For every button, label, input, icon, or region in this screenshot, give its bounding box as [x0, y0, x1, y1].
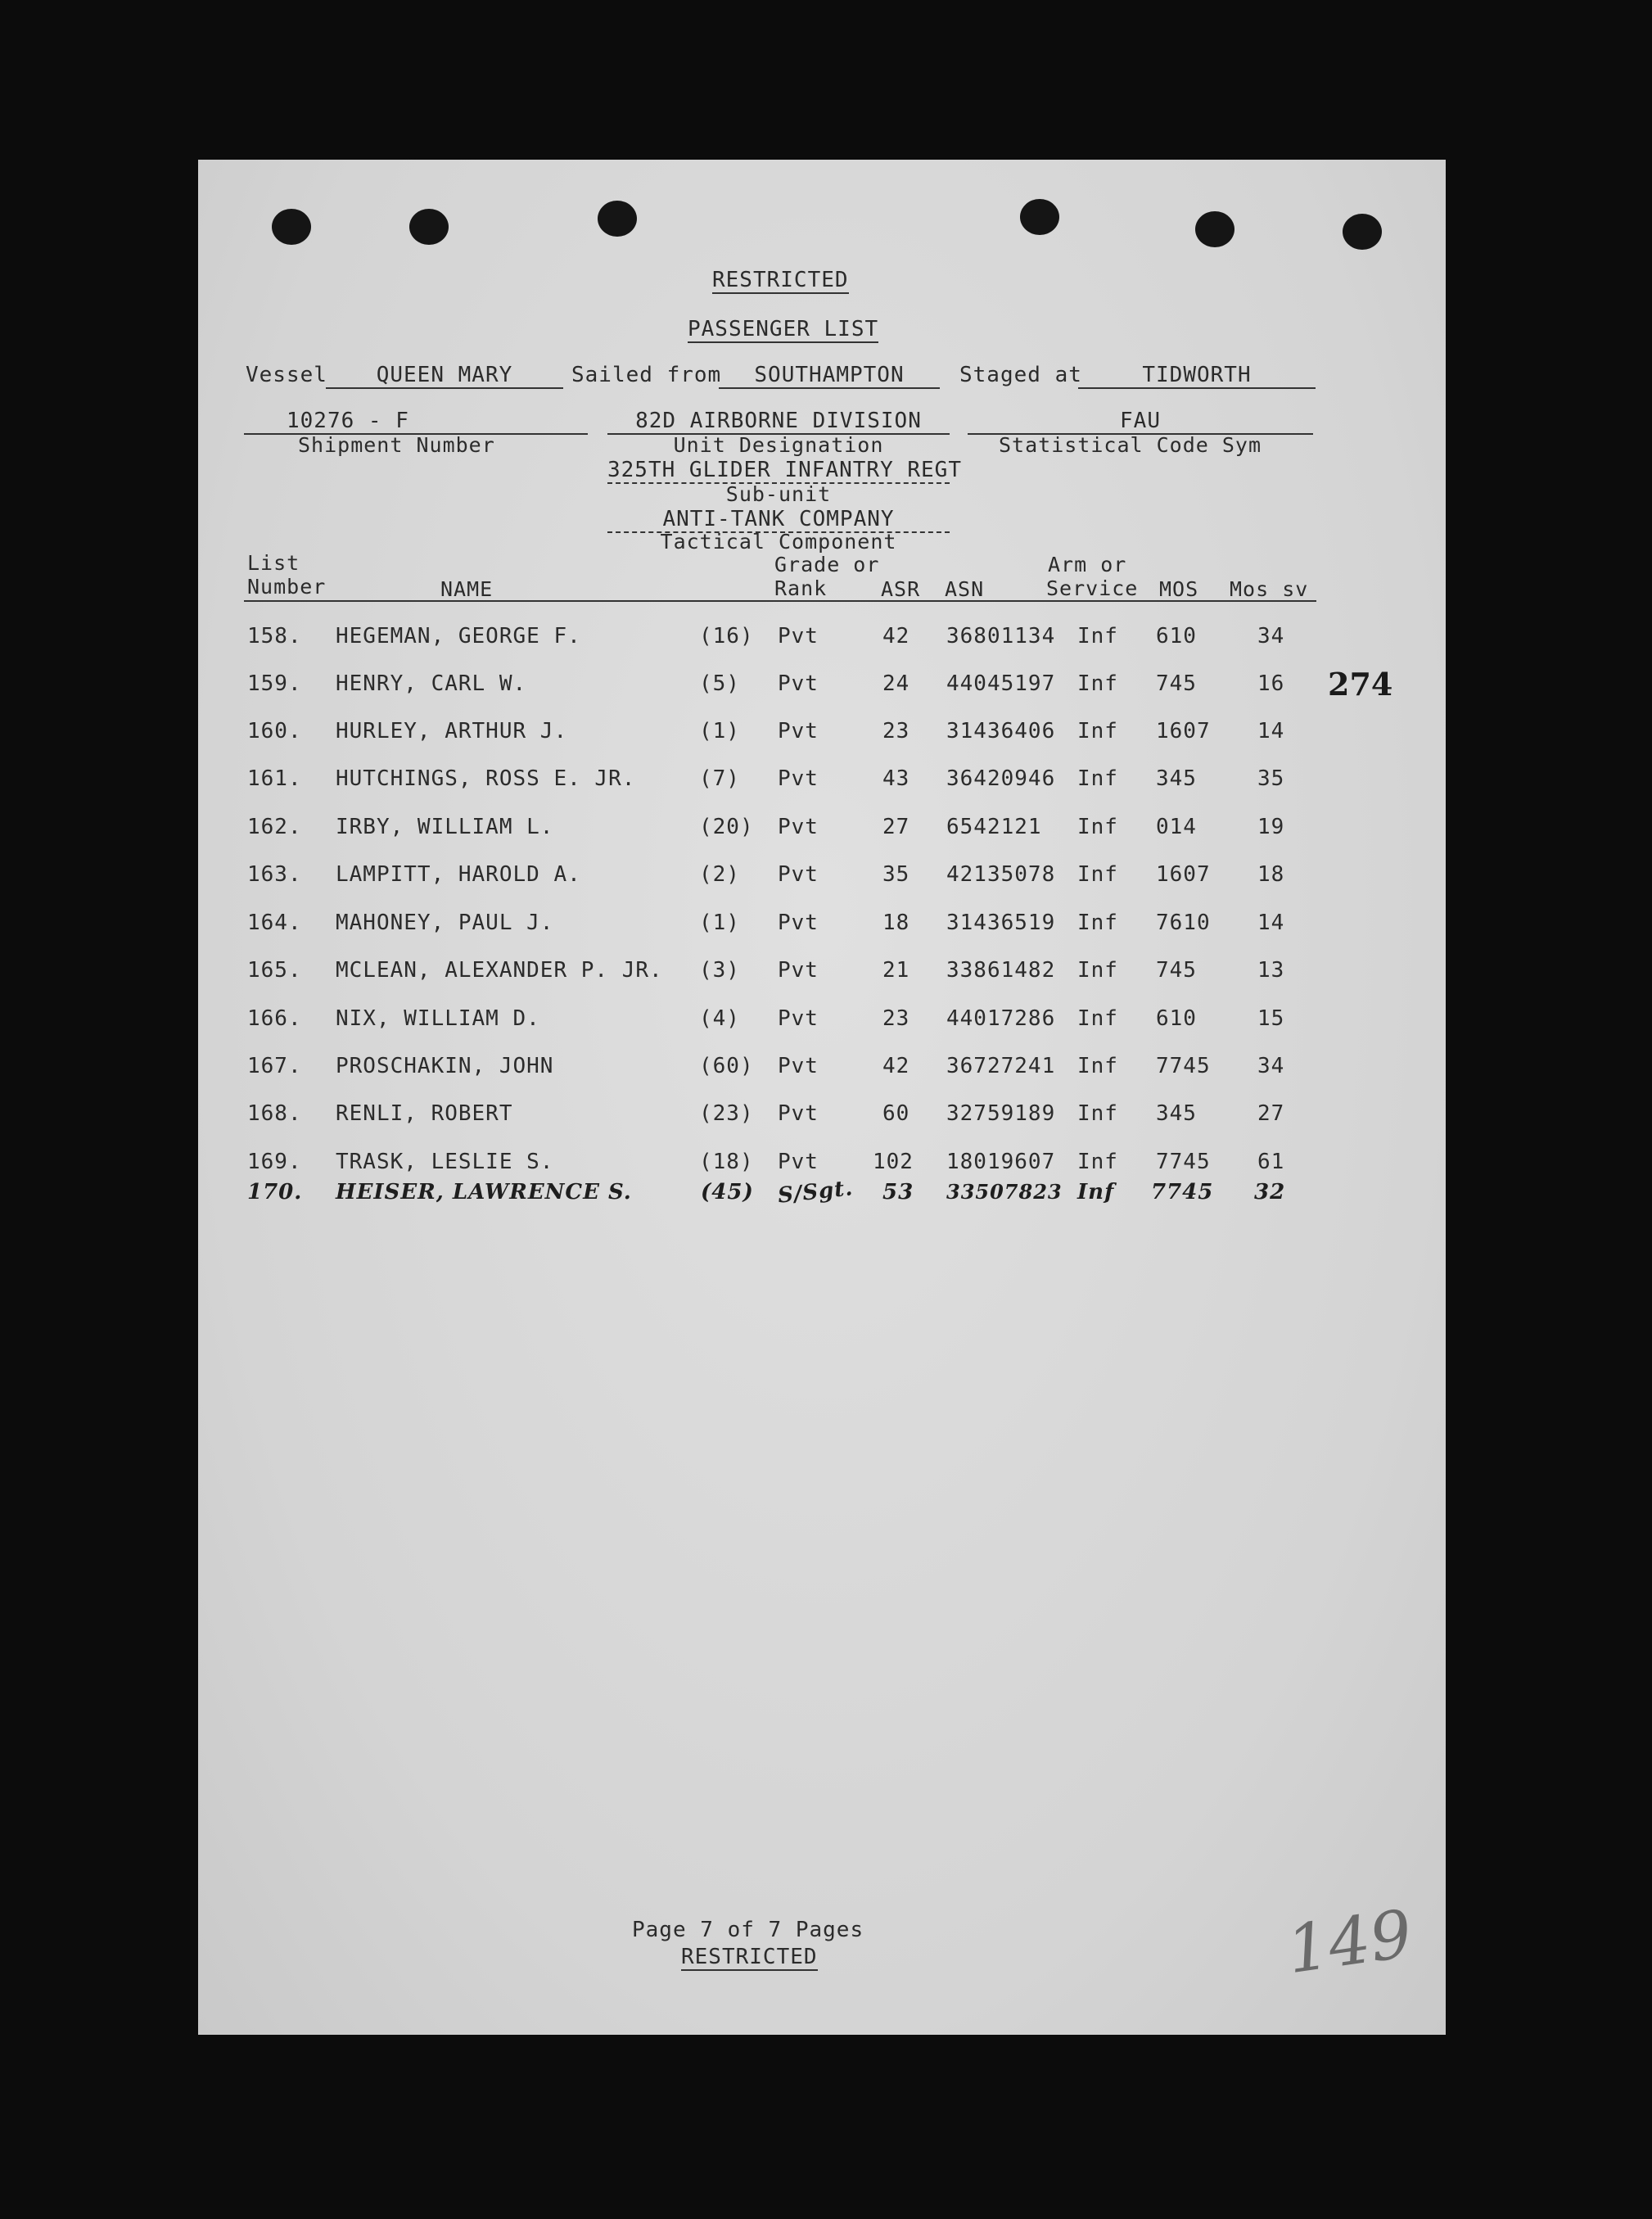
vessel-value: QUEEN MARY — [326, 363, 563, 389]
asn: 33507823 — [946, 1180, 1063, 1204]
passenger-name: RENLI, ROBERT — [336, 1101, 513, 1126]
arm: Inf — [1077, 1054, 1118, 1078]
passenger-name: MCLEAN, ALEXANDER P. JR. — [336, 958, 663, 983]
col-asn: ASN — [945, 577, 985, 601]
asn: 31436406 — [946, 719, 1056, 743]
list-number: 162. — [247, 815, 302, 839]
mos-sv: 16 — [1257, 671, 1285, 696]
asr: 42 — [882, 1054, 910, 1078]
mos-sv: 13 — [1257, 958, 1285, 983]
punch-hole-6 — [1343, 214, 1382, 250]
arm: Inf — [1077, 671, 1118, 696]
punch-hole-1 — [272, 209, 311, 245]
passenger-name: IRBY, WILLIAM L. — [336, 815, 554, 839]
mos: 745 — [1156, 671, 1197, 696]
punch-hole-2 — [409, 209, 449, 245]
unit-designation-label: Unit Designation — [673, 433, 884, 457]
table-row — [198, 1150, 1446, 1182]
staged-at-value: TIDWORTH — [1078, 363, 1316, 389]
asr: 102 — [873, 1150, 914, 1174]
arm: Inf — [1077, 1150, 1118, 1174]
code: (60) — [699, 1054, 754, 1078]
table-row — [198, 815, 1446, 847]
passenger-name: HEGEMAN, GEORGE F. — [336, 624, 581, 649]
asr: 24 — [882, 671, 910, 696]
asn: 18019607 — [946, 1150, 1056, 1174]
mos: 745 — [1156, 958, 1197, 983]
mos-sv: 14 — [1257, 719, 1285, 743]
punch-hole-5 — [1195, 211, 1234, 247]
asr: 60 — [882, 1101, 910, 1126]
table-row — [198, 958, 1446, 991]
rank: Pvt — [778, 766, 819, 791]
asn: 44017286 — [946, 1006, 1056, 1031]
page-indicator: Page 7 of 7 Pages — [632, 1918, 864, 1942]
arm: Inf — [1077, 1006, 1118, 1031]
asn: 36420946 — [946, 766, 1056, 791]
col-asr: ASR — [881, 577, 921, 601]
statistical-code-label: Statistical Code Sym — [999, 433, 1262, 457]
sailed-label: Sailed from — [571, 363, 722, 387]
sub-unit: 325TH GLIDER INFANTRY REGT — [607, 458, 962, 482]
passenger-name: LAMPITT, HAROLD A. — [336, 862, 581, 887]
asr: 35 — [882, 862, 910, 887]
punch-hole-4 — [1020, 199, 1059, 235]
asr: 18 — [882, 911, 910, 935]
asn: 32759189 — [946, 1101, 1056, 1126]
list-number: 168. — [247, 1101, 302, 1126]
rank: Pvt — [778, 911, 819, 935]
mos-sv: 34 — [1257, 624, 1285, 649]
tactical-component: ANTI-TANK COMPANY — [607, 507, 950, 533]
sub-unit-label: Sub-unit — [725, 482, 832, 506]
code: (1) — [699, 719, 740, 743]
asn: 42135078 — [946, 862, 1056, 887]
code: (20) — [699, 815, 754, 839]
rank: S/Sgt. — [776, 1176, 855, 1209]
passenger-name: PROSCHAKIN, JOHN — [336, 1054, 554, 1078]
list-number: 164. — [247, 911, 302, 935]
code: (2) — [699, 862, 740, 887]
mos: 7745 — [1156, 1054, 1211, 1078]
asn: 33861482 — [946, 958, 1056, 983]
code: (3) — [699, 958, 740, 983]
asr: 42 — [882, 624, 910, 649]
col-list-number: List Number — [247, 551, 327, 599]
mos: 345 — [1156, 766, 1197, 791]
passenger-name: HEISER, LAWRENCE S. — [336, 1180, 632, 1204]
list-number: 170. — [247, 1180, 303, 1204]
table-row — [198, 1054, 1446, 1087]
table-row — [198, 624, 1446, 657]
unit-designation: 82D AIRBORNE DIVISION — [607, 409, 950, 435]
list-number: 165. — [247, 958, 302, 983]
table-row — [198, 911, 1446, 943]
rank: Pvt — [778, 862, 819, 887]
rank: Pvt — [778, 719, 819, 743]
arm: Inf — [1077, 862, 1118, 887]
mos: 7610 — [1156, 911, 1211, 935]
punch-hole-3 — [598, 201, 637, 237]
table-row — [198, 671, 1446, 704]
code: (7) — [699, 766, 740, 791]
mos: 1607 — [1156, 719, 1211, 743]
code: (45) — [701, 1180, 754, 1204]
passenger-name: HENRY, CARL W. — [336, 671, 527, 696]
rank: Pvt — [778, 671, 819, 696]
staged-label: Staged at — [959, 363, 1082, 387]
list-number: 161. — [247, 766, 302, 791]
list-number: 163. — [247, 862, 302, 887]
mos: 7745 — [1151, 1180, 1214, 1204]
table-row — [198, 1101, 1446, 1134]
asr: 23 — [882, 719, 910, 743]
sailed-from-value: SOUTHAMPTON — [719, 363, 940, 389]
col-name: NAME — [440, 577, 494, 601]
asn: 31436519 — [946, 911, 1056, 935]
mos-sv: 19 — [1257, 815, 1285, 839]
passenger-name: HUTCHINGS, ROSS E. JR. — [336, 766, 636, 791]
rank: Pvt — [778, 958, 819, 983]
rank: Pvt — [778, 1054, 819, 1078]
arm: Inf — [1077, 958, 1118, 983]
passenger-name: MAHONEY, PAUL J. — [336, 911, 554, 935]
mos-sv: 15 — [1257, 1006, 1285, 1031]
table-row — [198, 719, 1446, 752]
asn: 6542121 — [946, 815, 1042, 839]
code: (1) — [699, 911, 740, 935]
mos: 1607 — [1156, 862, 1211, 887]
rank: Pvt — [778, 624, 819, 649]
code: (23) — [699, 1101, 754, 1126]
list-number: 169. — [247, 1150, 302, 1174]
handwritten-row — [198, 1176, 1446, 1213]
arm: Inf — [1077, 766, 1118, 791]
passenger-name: NIX, WILLIAM D. — [336, 1006, 540, 1031]
document-title: PASSENGER LIST — [688, 317, 879, 341]
mos-sv: 32 — [1254, 1180, 1286, 1204]
list-number: 158. — [247, 624, 302, 649]
list-number: 166. — [247, 1006, 302, 1031]
arm: Inf — [1077, 911, 1118, 935]
statistical-code: FAU — [968, 409, 1313, 435]
arm: Inf — [1077, 815, 1118, 839]
rank: Pvt — [778, 1006, 819, 1031]
mos: 345 — [1156, 1101, 1197, 1126]
stamp-number: 274 — [1328, 666, 1393, 703]
rank: Pvt — [778, 815, 819, 839]
table-row — [198, 862, 1446, 895]
mos-sv: 14 — [1257, 911, 1285, 935]
classification-bottom: RESTRICTED — [681, 1945, 818, 1969]
arm: Inf — [1077, 624, 1118, 649]
code: (5) — [699, 671, 740, 696]
list-number: 160. — [247, 719, 302, 743]
col-grade: Grade or Rank — [774, 553, 880, 600]
shipment-label: Shipment Number — [298, 433, 495, 457]
table-row — [198, 766, 1446, 799]
mos-sv: 35 — [1257, 766, 1285, 791]
asr: 21 — [882, 958, 910, 983]
arm: Inf — [1077, 1180, 1115, 1204]
table-row — [198, 1006, 1446, 1039]
mos: 610 — [1156, 624, 1197, 649]
list-number: 167. — [247, 1054, 302, 1078]
asn: 36727241 — [946, 1054, 1056, 1078]
tactical-component-label: Tactical Component — [660, 530, 897, 554]
col-mos-sv: Mos sv — [1230, 577, 1309, 601]
code: (16) — [699, 624, 754, 649]
passenger-name: HURLEY, ARTHUR J. — [336, 719, 568, 743]
mos-sv: 61 — [1257, 1150, 1285, 1174]
asr: 53 — [882, 1180, 914, 1204]
rank: Pvt — [778, 1150, 819, 1174]
asr: 27 — [882, 815, 910, 839]
code: (18) — [699, 1150, 754, 1174]
pencil-number: 149 — [1282, 1895, 1417, 1989]
list-number: 159. — [247, 671, 302, 696]
mos: 610 — [1156, 1006, 1197, 1031]
mos-sv: 18 — [1257, 862, 1285, 887]
asn: 36801134 — [946, 624, 1056, 649]
col-mos: MOS — [1159, 577, 1199, 601]
col-arm: Arm or Service — [1046, 553, 1139, 600]
mos-sv: 34 — [1257, 1054, 1285, 1078]
asn: 44045197 — [946, 671, 1056, 696]
passenger-name: TRASK, LESLIE S. — [336, 1150, 554, 1174]
asr: 43 — [882, 766, 910, 791]
mos: 7745 — [1156, 1150, 1211, 1174]
code: (4) — [699, 1006, 740, 1031]
rank: Pvt — [778, 1101, 819, 1126]
document-page — [198, 160, 1446, 2035]
asr: 23 — [882, 1006, 910, 1031]
mos-sv: 27 — [1257, 1101, 1285, 1126]
arm: Inf — [1077, 1101, 1118, 1126]
arm: Inf — [1077, 719, 1118, 743]
mos: 014 — [1156, 815, 1197, 839]
shipment-number: 10276 - F — [244, 409, 588, 435]
vessel-label: Vessel — [246, 363, 327, 387]
column-header-row — [244, 551, 1316, 602]
classification-top: RESTRICTED — [712, 268, 849, 292]
